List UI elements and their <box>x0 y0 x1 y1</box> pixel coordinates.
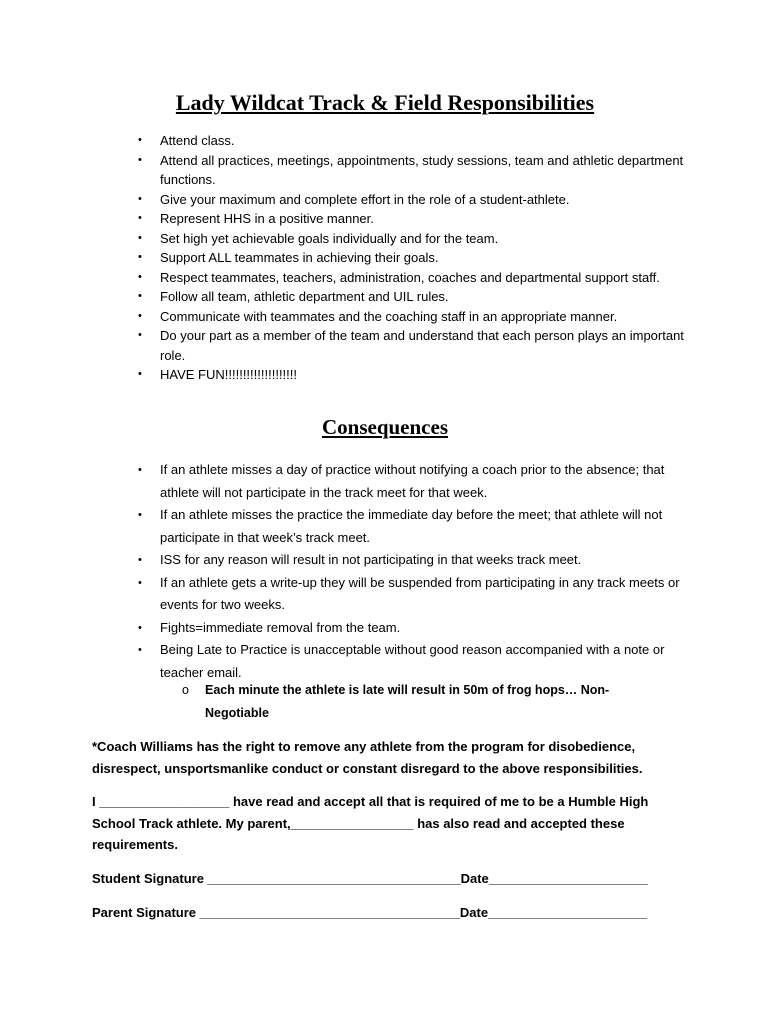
bullet-icon: • <box>138 464 142 476</box>
list-item-text: Being Late to Practice is unacceptable without good reason accompanied with a note or teacher email. <box>160 642 665 680</box>
bullet-icon: • <box>138 153 142 166</box>
list-item <box>138 617 698 640</box>
student-signature-line: Student Signature ___________________________________Date______________________ <box>92 871 648 886</box>
bullet-icon: • <box>138 509 142 521</box>
list-item-text: Respect teammates, teachers, administration, coaches and departmental support staff. <box>160 269 660 285</box>
list-item-text: Give your maximum and complete effort in the role of a student-athlete. <box>160 191 570 207</box>
consequences-list <box>138 459 698 684</box>
bullet-icon: • <box>138 554 142 566</box>
bullet-icon: • <box>138 134 142 146</box>
list-item <box>138 151 698 190</box>
bullet-icon: • <box>138 621 142 634</box>
bullet-icon: • <box>138 368 142 380</box>
responsibilities-list <box>138 131 698 385</box>
bullet-icon: • <box>138 644 142 656</box>
list-item-text: HAVE FUN!!!!!!!!!!!!!!!!!!!! <box>160 367 298 382</box>
bullet-icon: • <box>138 192 142 205</box>
consequences-heading: Consequences <box>321 415 448 439</box>
list-item <box>138 326 698 365</box>
list-item-text: Attend all practices, meetings, appointments, study sessions, team and athletic department functions. <box>160 152 684 187</box>
list-item-text: Set high yet achievable goals individually and for the team. <box>160 230 499 246</box>
list-item <box>138 459 698 504</box>
list-item-text: Fights=immediate removal from the team. <box>160 619 401 635</box>
bullet-icon: • <box>138 212 142 224</box>
acknowledgement-statement: I __________________ have read and accept all that is required of me to be a Humble High School Track athlete. My parent,_________________ has also read and accepted these requirements. <box>92 794 649 852</box>
list-item-text: Communicate with teammates and the coaching staff in an appropriate manner. <box>160 308 618 324</box>
list-item-text: If an athlete gets a write-up they will be suspended from participating in any track meets or events for two weeks. <box>160 574 680 612</box>
sub-bullet-text: Each minute the athlete is late will result in 50m of frog hops… Non-Negotiable <box>205 683 610 720</box>
list-item <box>138 190 698 210</box>
list-item <box>138 268 698 288</box>
bullet-icon: • <box>138 329 142 341</box>
list-item <box>138 131 698 151</box>
list-item-text: Attend class. <box>160 133 235 148</box>
bullet-icon: • <box>138 251 142 263</box>
page-title: Lady Wildcat Track & Field Responsibilities <box>175 90 595 115</box>
list-item <box>138 209 698 229</box>
list-item <box>138 229 698 249</box>
list-item-text: Follow all team, athletic department and UIL rules. <box>160 289 449 304</box>
sub-bullet <box>182 679 665 724</box>
bullet-icon: • <box>138 231 142 244</box>
list-item <box>138 365 698 385</box>
list-item <box>138 639 698 684</box>
parent-signature-line: Parent Signature ____________________________________Date______________________ <box>92 905 648 920</box>
list-item-text: Support ALL teammates in achieving their goals. <box>160 250 439 265</box>
bullet-icon: • <box>138 576 142 589</box>
list-item <box>138 248 698 268</box>
list-item-text: If an athlete misses the practice the immediate day before the meet; that athlete will not participate in that week’s track meet. <box>160 507 663 545</box>
list-item <box>138 287 698 307</box>
bullet-icon: • <box>138 290 142 302</box>
bullet-icon: • <box>138 270 142 283</box>
list-item-text: ISS for any reason will result in not participating in that weeks track meet. <box>160 552 582 567</box>
list-item <box>138 549 698 572</box>
list-item <box>138 307 698 327</box>
list-item-text: Do your part as a member of the team and understand that each person plays an important role. <box>160 328 684 363</box>
coach-note: *Coach Williams has the right to remove any athlete from the program for disobedience, disrespect, unsportsmanlike conduct or constant disregard to the above responsibilities. <box>92 739 643 776</box>
list-item-text: If an athlete misses a day of practice without notifying a coach prior to the absence; that athlete will not participate in the track meet for that week. <box>160 462 665 500</box>
list-item <box>138 572 698 617</box>
list-item <box>138 504 698 549</box>
bullet-icon: • <box>138 309 142 322</box>
circle-bullet-icon: o <box>182 683 189 697</box>
list-item-text: Represent HHS in a positive manner. <box>160 211 374 226</box>
